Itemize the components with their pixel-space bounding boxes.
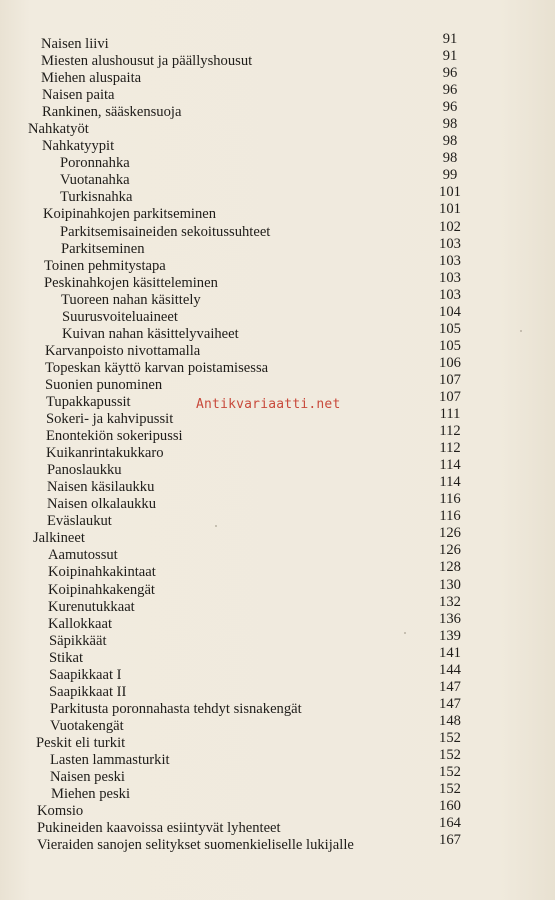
toc-entry-title: Nahkatyypit (42, 138, 115, 155)
toc-entry (0, 474, 555, 496)
toc-entry-page: 107 (439, 388, 461, 405)
toc-entry-page: 104 (439, 303, 461, 320)
toc-entry-page: 164 (439, 815, 461, 832)
toc-entry-page: 144 (439, 661, 461, 678)
toc-entry-title: Aamutossut (48, 547, 118, 564)
toc-entry-page: 160 (439, 798, 461, 815)
toc-entry-title: Kallokkaat (48, 615, 113, 632)
toc-entry-page: 96 (442, 99, 458, 116)
toc-entry-title: Jalkineet (33, 530, 85, 547)
toc-entry-page: 152 (439, 764, 461, 781)
toc-entry-title: Eväslaukut (47, 513, 112, 530)
toc-entry-page: 112 (439, 440, 461, 457)
toc-entry-page: 98 (442, 133, 458, 150)
toc-entry (0, 610, 555, 633)
toc-entry-page: 101 (439, 184, 461, 201)
toc-entry (0, 218, 555, 241)
toc-entry-title: Parkitsemisaineiden sekoitussuhteet (60, 223, 271, 240)
toc-entry-title: Saapikkaat I (49, 666, 122, 683)
toc-entry-title: Turkisnahka (60, 189, 133, 206)
toc-entry-page: 128 (439, 559, 461, 576)
toc-entry-page: 141 (439, 644, 461, 661)
toc-entry-title: Topeskan käyttö karvan poistamisessa (45, 359, 269, 376)
toc-entry-title: Panoslaukku (47, 462, 122, 479)
toc-entry (0, 82, 555, 104)
toc-entry (0, 695, 555, 718)
toc-entry (0, 661, 555, 684)
toc-entry (0, 252, 555, 275)
toc-entry-page: 103 (439, 235, 461, 252)
toc-entry-page: 103 (439, 252, 461, 269)
toc-entry-title: Komsio (37, 803, 84, 820)
toc-entry-title: Stikat (49, 649, 84, 666)
toc-entry-title: Koipinahkakintaat (48, 564, 156, 581)
watermark: Antikvariaatti.net (196, 397, 341, 412)
toc-entry-title: Naisen olkalaukku (47, 496, 157, 513)
toc-entry (0, 627, 555, 650)
toc-entry-title: Naisen paita (42, 87, 115, 104)
toc-entry-title: Pukineiden kaavoissa esiintyvät lyhenteet (37, 820, 281, 837)
toc-entry-page: 126 (439, 525, 461, 542)
toc-entry-page: 148 (439, 712, 461, 729)
toc-entry-title: Saapikkaat II (49, 683, 127, 700)
toc-entry-page: 91 (442, 31, 458, 47)
toc-entry-page: 136 (439, 610, 461, 627)
toc-entry (0, 269, 555, 292)
toc-entry-title: Parkitseminen (61, 240, 145, 257)
toc-entry-page: 130 (439, 576, 461, 593)
toc-entry-title: Kuivan nahan käsittelyvaiheet (62, 325, 239, 342)
toc-entry (0, 423, 555, 445)
toc-entry-title: Parkitusta poronnahasta tehdyt sisnakengät (50, 700, 302, 717)
toc-entry-page: 103 (439, 269, 461, 286)
toc-entry-page: 111 (439, 406, 461, 423)
toc-entry-page: 99 (442, 167, 458, 184)
toc-entry (0, 593, 555, 616)
toc-entry-page: 147 (439, 678, 461, 695)
toc-entry-title: Naisen peski (50, 769, 125, 786)
toc-entry (0, 559, 555, 581)
toc-entry (0, 491, 555, 513)
toc-entry (0, 832, 555, 854)
toc-entry-title: Koipinahkojen parkitseminen (43, 206, 217, 223)
toc-entry-page: 147 (439, 695, 461, 712)
toc-entry-page: 132 (439, 593, 461, 610)
toc-entry-title: Naisen käsilaukku (47, 479, 155, 496)
toc-entry-title: Miehen peski (51, 786, 131, 803)
toc-entry-page: 96 (442, 65, 458, 82)
toc-entry (0, 116, 555, 138)
toc-entry (0, 406, 555, 428)
toc-entry (0, 798, 555, 820)
toc-entry-page: 96 (442, 82, 458, 99)
toc-entry (0, 303, 555, 326)
toc-entry (0, 729, 555, 752)
toc-entry (0, 440, 555, 462)
toc-entry-title: Suurusvoiteluaineet (62, 308, 178, 325)
toc-entry (0, 815, 555, 837)
toc-entry (0, 764, 555, 786)
toc-entry (0, 457, 555, 479)
toc-entry-title: Poronnahka (60, 155, 130, 172)
toc-entry-title: Vuotanahka (60, 172, 130, 189)
toc-entry-title: Karvanpoisto nivottamalla (45, 342, 201, 359)
paper-speck (520, 330, 522, 332)
table-of-contents (0, 31, 555, 854)
toc-entry-page: 105 (439, 337, 461, 354)
toc-entry (0, 746, 555, 769)
toc-entry-title: Sokeri- ja kahvipussit (46, 411, 174, 428)
toc-entry-page: 112 (439, 423, 461, 440)
toc-entry (0, 133, 555, 155)
toc-entry-page: 91 (442, 48, 458, 65)
toc-entry-title: Peskinahkojen käsitteleminen (44, 274, 218, 291)
toc-entry-title: Toinen pehmitystapa (44, 257, 166, 274)
toc-entry-title: Lasten lammasturkit (50, 751, 170, 768)
toc-entry-title: Tuoreen nahan käsittely (61, 291, 201, 308)
toc-entry-page: 101 (439, 201, 461, 218)
toc-entry (0, 99, 555, 121)
toc-entry-page: 114 (439, 474, 461, 491)
toc-entry-page: 152 (439, 729, 461, 746)
toc-entry (0, 48, 555, 70)
toc-entry-page: 105 (439, 320, 461, 337)
toc-entry (0, 712, 555, 735)
toc-entry-page: 167 (439, 832, 461, 849)
toc-entry-title: Koipinahkakengät (48, 581, 155, 598)
toc-entry-page: 139 (439, 627, 461, 644)
toc-entry-title: Nahkatyöt (28, 121, 89, 138)
toc-entry (0, 508, 555, 530)
toc-entry (0, 644, 555, 667)
toc-entry (0, 525, 555, 547)
toc-entry-page: 152 (439, 746, 461, 763)
toc-entry-title: Säpikkäät (49, 632, 107, 649)
toc-entry-title: Vieraiden sanojen selitykset suomenkieliselle lukijalle (37, 837, 354, 854)
toc-entry-page: 103 (439, 286, 461, 303)
toc-entry-title: Peskit eli turkit (36, 734, 126, 751)
toc-entry (0, 201, 555, 223)
toc-entry-title: Vuotakengät (50, 717, 124, 734)
toc-entry (0, 184, 555, 206)
toc-entry-title: Tupakkapussit (46, 393, 131, 410)
paper-speck (404, 632, 406, 634)
toc-entry-page: 114 (439, 457, 461, 474)
toc-entry (0, 320, 555, 343)
toc-entry (0, 235, 555, 258)
toc-entry (0, 65, 555, 87)
toc-entry (0, 678, 555, 701)
toc-entry-page: 152 (439, 781, 461, 798)
toc-entry-title: Rankinen, sääskensuoja (42, 104, 182, 121)
toc-entry-page: 116 (439, 491, 461, 508)
toc-entry-title: Kurenutukkaat (48, 598, 135, 615)
toc-entry (0, 371, 555, 394)
toc-entry (0, 286, 555, 309)
toc-entry-page: 106 (439, 354, 461, 371)
toc-entry (0, 167, 555, 189)
toc-entry-page: 107 (439, 371, 461, 388)
toc-entry-title: Kuikanrintakukkaro (46, 445, 164, 462)
toc-entry (0, 31, 555, 53)
toc-entry-page: 116 (439, 508, 461, 525)
toc-entry-title: Enontekiön sokeripussi (46, 428, 183, 445)
toc-entry-page: 98 (442, 150, 458, 167)
toc-entry (0, 781, 555, 803)
toc-entry (0, 150, 555, 172)
toc-entry (0, 354, 555, 377)
toc-entry (0, 337, 555, 360)
paper-speck (215, 525, 217, 527)
toc-entry-page: 126 (439, 542, 461, 559)
toc-entry (0, 542, 555, 564)
toc-entry-title: Miesten alushousut ja päällyshousut (41, 53, 253, 70)
toc-entry-title: Naisen liivi (41, 36, 109, 52)
toc-entry-page: 102 (439, 218, 461, 235)
toc-entry-title: Suonien punominen (45, 376, 163, 393)
toc-entry-page: 98 (442, 116, 458, 133)
toc-entry-title: Miehen aluspaita (41, 70, 142, 87)
toc-entry (0, 576, 555, 599)
